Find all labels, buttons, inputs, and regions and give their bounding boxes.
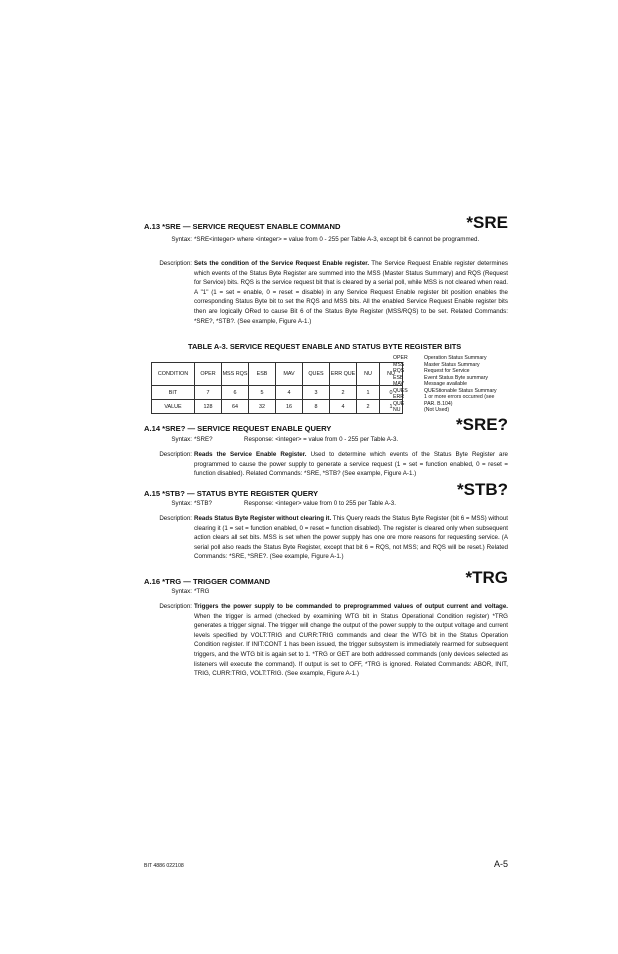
section-a15-title: A.15 *STB? — STATUS BYTE REGISTER QUERY bbox=[144, 489, 319, 498]
table-cell: 4 bbox=[330, 400, 357, 414]
description-body: The Service Request Enable register determines which events of the Status Byte Register are summed into the MSS (Master Status Summary) and RQS (Request for Service) bits. RQS is the service request bit that is cleared by a serial poll, while MSS is not cleared when read. A "1" (1 = set = enable, 0 = reset = disable) in any Service Request Enable register bit position enables the corresponding Status Byte bit to set the RQS and MSS bits. All the enabled Service Request Enable register bits then are logically ORed to cause Bit 6 of the Status Byte Register (MSS/RQS) to be set. Related Commands: *SRE?, *STB?. (See example, Figure A-1.) bbox=[194, 260, 508, 325]
legend-value: PAR. B.104) bbox=[424, 400, 453, 407]
description-text bbox=[194, 514, 508, 562]
table-row-value bbox=[152, 400, 403, 414]
syntax-label: Syntax: bbox=[171, 588, 192, 595]
syntax-command: *STB? bbox=[194, 500, 212, 507]
legend-value: 1 or more errors occurred (see bbox=[424, 394, 495, 400]
table-cell: MSS RQS bbox=[222, 363, 249, 386]
syntax-command: *TRG bbox=[194, 588, 210, 595]
legend-value: (Not Used) bbox=[424, 407, 450, 413]
legend-key: ERR QUE bbox=[393, 394, 405, 407]
description-body: Used to determine which events of the Status Byte Register are programmed to cause the power supply to generate a service request (1 = set = function enabled, 0 = reset = function disabled). Related Commands: *SRE, *STB? (See example, Figure A-1.) bbox=[194, 451, 509, 478]
table-cell: QUES bbox=[303, 363, 330, 386]
table-cell: 64 bbox=[222, 400, 249, 414]
table-cell: 0 bbox=[380, 386, 403, 400]
section-a15-command-tag: *STB? bbox=[457, 480, 508, 499]
legend-key: QUES bbox=[393, 387, 408, 394]
description-label: Description: bbox=[159, 260, 192, 267]
legend-key: OPER bbox=[393, 355, 408, 361]
description-body: This Query reads the Status Byte Register (bit 6 = MSS) without clearing it (1 = set = function enabled, 0 = reset = function disabled). The register is cleared only when subsequent action clears all set bits. MSS is set when the power supply has one ore more reasons for requesting service. (A serial poll also reads the Status Byte Register, except that bit 6 = RQS, not MSS; and RQS will be reset.) Related Commands: *SRE, *SRE?. (See example, Figure A-1.) bbox=[194, 515, 509, 561]
syntax-label: Syntax: bbox=[171, 236, 192, 243]
section-a14-command-tag: *SRE? bbox=[456, 415, 508, 434]
table-header-row bbox=[152, 363, 403, 386]
table-cell: NU bbox=[357, 363, 380, 386]
table-cell: ESB bbox=[249, 363, 276, 386]
table-cell: 5 bbox=[249, 386, 276, 400]
table-cell: VALUE bbox=[152, 400, 195, 414]
section-a16-description bbox=[152, 602, 508, 696]
legend-key: MAV bbox=[393, 381, 404, 387]
section-a14-title: A.14 *SRE? — SERVICE REQUEST ENABLE QUERY bbox=[144, 424, 332, 433]
legend-key: RQS bbox=[393, 368, 405, 374]
section-a15-description bbox=[152, 514, 508, 568]
section-a16-syntax bbox=[152, 587, 508, 597]
description-text bbox=[194, 259, 508, 326]
section-a13-title: A.13 *SRE — SERVICE REQUEST ENABLE COMMAND bbox=[144, 222, 341, 231]
legend-key: ESB bbox=[393, 374, 404, 381]
section-a16-title: A.16 *TRG — TRIGGER COMMAND bbox=[144, 577, 271, 586]
table-cell: 32 bbox=[249, 400, 276, 414]
legend-value: Event Status Byte summary bbox=[424, 374, 489, 381]
table-cell: MAV bbox=[276, 363, 303, 386]
description-label: Description: bbox=[159, 603, 192, 610]
table-cell: 16 bbox=[276, 400, 303, 414]
table-cell: 6 bbox=[222, 386, 249, 400]
legend-key: MSS bbox=[393, 361, 405, 368]
legend-value: QUEStionable Status Summary bbox=[424, 387, 497, 394]
description-lead: Reads Status Byte Register without clearing it. bbox=[194, 515, 332, 522]
syntax-label: Syntax: bbox=[171, 500, 192, 507]
legend-key: NU bbox=[393, 407, 401, 413]
table-cell: 8 bbox=[303, 400, 330, 414]
description-text bbox=[194, 450, 508, 479]
register-bits-table bbox=[151, 362, 403, 414]
section-a16-heading bbox=[144, 566, 508, 588]
table-cell: OPER bbox=[195, 363, 222, 386]
section-a13-description bbox=[152, 259, 508, 331]
syntax-text: *SRE<integer> where <integer> = value from 0 - 255 per Table A-3, except bit 6 cannot be programmed. bbox=[194, 236, 480, 243]
table-cell: 7 bbox=[195, 386, 222, 400]
description-lead: Reads the Service Enable Register. bbox=[194, 451, 307, 458]
description-lead: Sets the condition of the Service Request Enable register. bbox=[194, 260, 370, 267]
table-cell: NU bbox=[380, 363, 403, 386]
syntax-command: *SRE? bbox=[194, 436, 213, 443]
legend-value: Operation Status Summary bbox=[424, 355, 487, 361]
table-row-bit bbox=[152, 386, 403, 400]
table-cell: 1 bbox=[380, 400, 403, 414]
syntax-response: Response: <integer> value from 0 to 255 per Table A-3. bbox=[244, 500, 396, 507]
table-cell: BIT bbox=[152, 386, 195, 400]
legend-value: Request for Service bbox=[424, 368, 470, 374]
table-cell: 2 bbox=[357, 400, 380, 414]
section-a14-syntax bbox=[152, 435, 508, 445]
table-cell: 4 bbox=[276, 386, 303, 400]
section-a13-syntax bbox=[152, 235, 508, 255]
footer-document-number: BIT 4886 022108 bbox=[144, 863, 184, 869]
syntax-response: Response: <integer> = value from 0 - 255 per Table A-3. bbox=[244, 436, 399, 443]
syntax-label: Syntax: bbox=[171, 436, 192, 443]
table-cell: 3 bbox=[303, 386, 330, 400]
section-a14-heading bbox=[144, 413, 508, 435]
table-cell: CONDITION bbox=[152, 363, 195, 386]
description-text bbox=[194, 602, 508, 679]
table-cell: 128 bbox=[195, 400, 222, 414]
section-a15-syntax bbox=[152, 499, 508, 509]
table-cell: 1 bbox=[357, 386, 380, 400]
legend-value: Message available bbox=[424, 381, 467, 387]
legend-value: Master Status Summary bbox=[424, 361, 480, 368]
description-label: Description: bbox=[159, 515, 192, 522]
section-a13-command-tag: *SRE bbox=[466, 213, 508, 232]
footer-page-number: A-5 bbox=[494, 859, 509, 869]
section-a15-heading bbox=[144, 478, 508, 500]
section-a13-heading bbox=[144, 211, 508, 233]
section-a16-command-tag: *TRG bbox=[465, 568, 508, 587]
table-a3-title: TABLE A-3. SERVICE REQUEST ENABLE AND STATUS BYTE REGISTER BITS bbox=[188, 342, 462, 351]
description-lead: Triggers the power supply to be commanded to preprogrammed values of output current and voltage. bbox=[194, 603, 508, 610]
description-label: Description: bbox=[159, 451, 192, 458]
description-body: When the trigger is armed (checked by examining WTG bit in Status Operational Condition register) *TRG generates a trigger signal. The trigger will change the output of the power supply to the output voltage and current levels specified by VOLT:TRIG and CURR:TRIG commands and clear the WTG bit in the Status Operation Condition register. If INIT:CONT 1 has been issued, the trigger subsystem is immediately rearmed for subsequent triggers, and the WTG bit is again set to 1. *TRG or GET are both addressed commands (only devices selected as listeners will execute the command). If output is set to OFF, *TRG is ignored. Related Commands: ABOR, INIT, TRIG, CURR:TRIG, VOLT:TRIG. (See example, Figure A-1.) bbox=[194, 612, 508, 678]
section-a14-description bbox=[152, 450, 508, 480]
table-cell: 2 bbox=[330, 386, 357, 400]
table-cell: ERR QUE bbox=[330, 363, 357, 386]
